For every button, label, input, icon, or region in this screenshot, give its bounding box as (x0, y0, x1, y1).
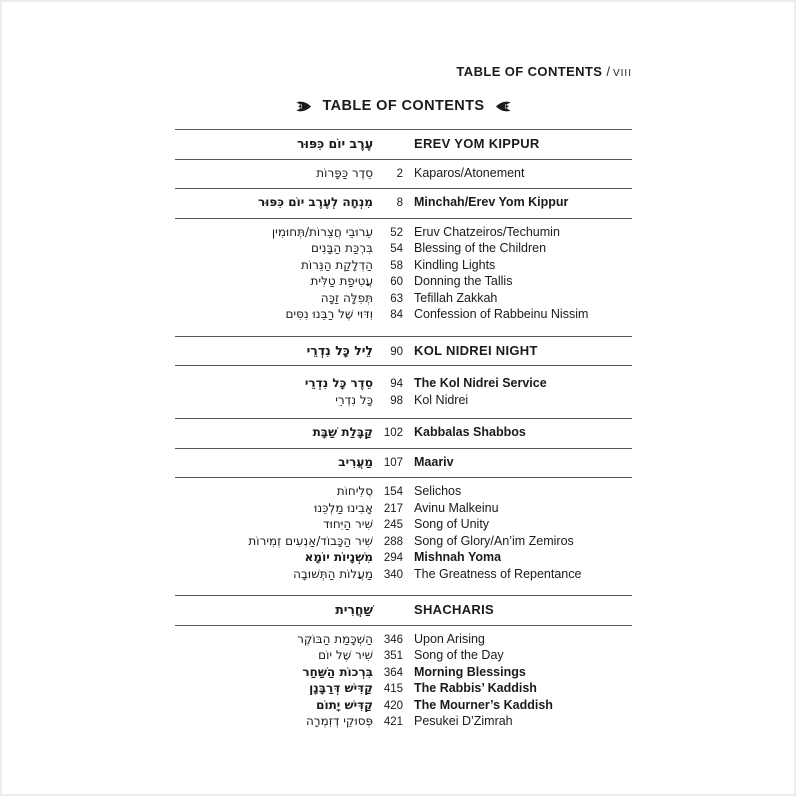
page-title-text: TABLE OF CONTENTS (322, 98, 485, 114)
toc-row (175, 195, 632, 212)
toc-row-hebrew: מַעֲלוֹת הַתְּשׁוּבָה (293, 566, 373, 581)
toc-row-page: 58 (390, 259, 403, 272)
toc-row-page: 63 (390, 292, 403, 305)
toc-row-hebrew: מִשְׁנָיוֹת יוֹמָא (304, 550, 373, 565)
toc-row-hebrew: שִׁיר הַיִּחוּד (323, 517, 373, 532)
toc-row (175, 648, 632, 665)
toc-row-page: 154 (383, 486, 403, 499)
toc-row (175, 567, 632, 584)
toc-row-title: The Greatness of Repentance (414, 566, 582, 581)
toc-row-page: 288 (383, 535, 403, 548)
running-head-title: TABLE OF CONTENTS (456, 64, 603, 79)
toc-row-hebrew: שַׁחֲרִית (335, 602, 373, 618)
toc-row-hebrew: הַדְלָקַת הַנֵּרוֹת (301, 257, 373, 272)
toc-row-page: 102 (383, 427, 403, 440)
toc-row-page: 346 (383, 633, 403, 646)
toc-group (175, 219, 632, 336)
toc-row-page: 60 (390, 276, 403, 289)
toc-row-page: 420 (383, 699, 403, 712)
toc-row (175, 376, 632, 393)
toc-row-title: Pesukei D’Zimrah (414, 714, 513, 729)
toc-row-title: Donning the Tallis (414, 274, 513, 289)
toc-row-page: 94 (390, 378, 403, 391)
fleuron-right-icon (496, 100, 511, 113)
toc-row (175, 455, 632, 472)
toc-row-title: Upon Arising (414, 631, 485, 646)
toc-row-hebrew: מַעֲרִיב (338, 454, 373, 469)
toc-group (175, 366, 632, 418)
toc-row (175, 550, 632, 567)
toc-row (175, 241, 632, 258)
toc-row-title: Kabbalas Shabbos (414, 425, 526, 440)
toc-row-hebrew: אָבִינוּ מַלְכֵּנוּ (314, 500, 373, 515)
toc-row-page: 2 (396, 167, 403, 180)
toc-row-title: The Mourner’s Kaddish (414, 697, 553, 712)
toc-row (175, 136, 632, 153)
toc-row-title: Minchah/Erev Yom Kippur (414, 195, 569, 210)
toc-row-hebrew: תְּפִלָּה זַכָּה (320, 290, 373, 305)
toc-row-title: Selichos (414, 484, 462, 499)
toc-row-title: Eruv Chatzeiros/Techumin (414, 224, 560, 239)
toc-row (175, 225, 632, 242)
toc-row-hebrew: קַדִּישׁ יָתוֹם (316, 697, 373, 712)
toc-row-title: Avinu Malkeinu (414, 500, 499, 515)
toc-group (175, 337, 632, 366)
toc-row-title: Mishnah Yoma (414, 550, 502, 565)
toc-row-page: 84 (390, 309, 403, 322)
toc-group (175, 419, 632, 448)
running-head-folio: VIII (612, 68, 632, 79)
toc-row (175, 343, 632, 360)
toc-row (175, 681, 632, 698)
toc-row-title: Blessing of the Children (414, 241, 547, 256)
toc-group (175, 449, 632, 478)
table-of-contents (175, 129, 632, 743)
toc-row-title: Kaparos/Atonement (414, 165, 525, 180)
toc-row (175, 602, 632, 619)
toc-row-title: Morning Blessings (414, 664, 526, 679)
toc-row (175, 665, 632, 682)
toc-row-title: Kol Nidrei (414, 392, 469, 407)
toc-row-page: 415 (383, 683, 403, 696)
toc-row-title: Maariv (414, 454, 454, 469)
toc-row (175, 484, 632, 501)
toc-row-hebrew: מִנְחָה לְעֶרֶב יוֹם כִּפּוּר (258, 195, 373, 210)
running-head-separator: / (606, 64, 610, 79)
toc-row (175, 517, 632, 534)
toc-row-hebrew: עֶרֶב יוֹם כִּפּוּר (297, 136, 373, 152)
toc-row-hebrew: לֵיל כָּל נִדְרֵי (306, 342, 373, 358)
toc-group (175, 189, 632, 218)
toc-row-page: 340 (383, 568, 403, 581)
toc-row-title: Kindling Lights (414, 257, 496, 272)
toc-row (175, 534, 632, 551)
toc-row-hebrew: סֵדֶר כָּל נִדְרֵי (304, 376, 373, 391)
toc-row-page: 107 (383, 456, 403, 469)
toc-row (175, 714, 632, 731)
toc-row-page: 351 (383, 650, 403, 663)
toc-row-page: 52 (390, 226, 403, 239)
toc-row (175, 307, 632, 324)
toc-row-hebrew: בִּרְכַּת הַבָּנִים (311, 241, 373, 256)
toc-row-hebrew: בִּרְכוֹת הַשַּׁחַר (302, 664, 373, 679)
toc-row (175, 393, 632, 410)
toc-row-page: 98 (390, 394, 403, 407)
toc-row-page: 217 (383, 502, 403, 515)
toc-group (175, 596, 632, 625)
toc-row-page: 294 (383, 552, 403, 565)
toc-row-page: 364 (383, 666, 403, 679)
page-title (175, 96, 632, 116)
toc-row-hebrew: שִׁיר שֶׁל יוֹם (318, 648, 373, 663)
toc-row-hebrew: וִדּוּי שֶׁל רַבֵּנוּ נִסִּים (285, 307, 373, 322)
toc-row-hebrew: עֲטִיפַת טַלִּית (310, 274, 373, 289)
toc-row (175, 698, 632, 715)
toc-row-hebrew: עֵרוּבֵי חֲצֵרוֹת/תְּחוּמִין (271, 224, 373, 239)
toc-row-hebrew: קַדִּישׁ דְּרַבָּנָן (309, 681, 373, 696)
toc-row-title: SHACHARIS (414, 602, 494, 618)
toc-row-hebrew: פְּסוּקֵי דְזִמְרָה (305, 714, 373, 729)
toc-row-hebrew: קַבָּלַת שַׁבָּת (312, 425, 373, 440)
toc-row (175, 166, 632, 183)
toc-row-page: 54 (390, 243, 403, 256)
toc-group (175, 130, 632, 159)
toc-row-hebrew: שִׁיר הַכָּבוֹד/אַנְעִים זְמִירוֹת (248, 533, 373, 548)
fleuron-left-icon (296, 100, 311, 113)
toc-row-title: Tefillah Zakkah (414, 290, 498, 305)
toc-row-hebrew: כָּל נִדְרֵי (335, 392, 373, 407)
toc-row (175, 425, 632, 442)
toc-row-title: Song of Unity (414, 517, 490, 532)
toc-group (175, 626, 632, 743)
toc-row-hebrew: סֵדֶר כַּפָּרוֹת (316, 165, 373, 180)
toc-content (175, 2, 632, 743)
toc-row-hebrew: הַשְׁכָּמַת הַבּוֹקֶר (297, 631, 373, 646)
toc-row-title: Song of the Day (414, 648, 504, 663)
toc-row-title: KOL NIDREI NIGHT (414, 342, 538, 358)
toc-row-page: 421 (383, 716, 403, 729)
toc-row (175, 258, 632, 275)
toc-row-page: 8 (396, 197, 403, 210)
toc-row-hebrew: סְלִיחוֹת (336, 484, 373, 499)
toc-group (175, 478, 632, 595)
toc-row-title: The Rabbis’ Kaddish (414, 681, 537, 696)
toc-row-page: 245 (383, 519, 403, 532)
toc-row (175, 501, 632, 518)
toc-row-title: Confession of Rabbeinu Nissim (414, 307, 589, 322)
toc-row-title: Song of Glory/An’im Zemiros (414, 533, 574, 548)
toc-group (175, 160, 632, 189)
toc-row-page: 90 (390, 345, 403, 358)
toc-row-title: EREV YOM KIPPUR (414, 136, 540, 152)
toc-row (175, 632, 632, 649)
toc-row (175, 274, 632, 291)
toc-row (175, 291, 632, 308)
toc-row-title: The Kol Nidrei Service (414, 376, 547, 391)
running-head (175, 64, 632, 82)
